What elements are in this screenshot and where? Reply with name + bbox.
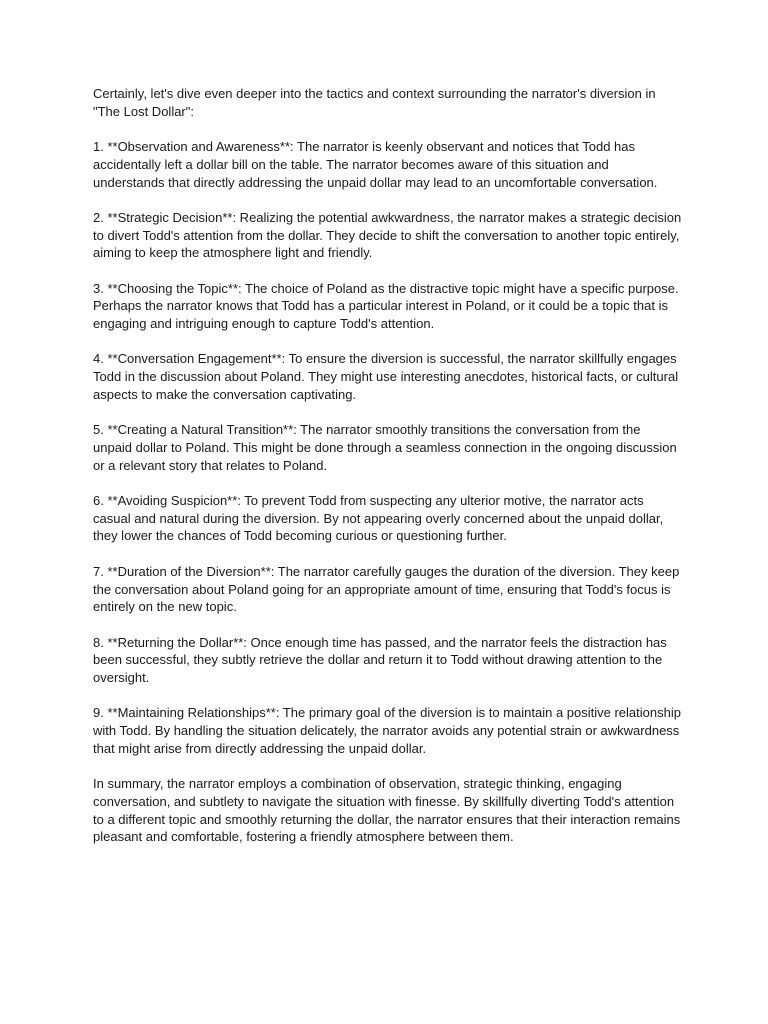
point-2-paragraph: 2. **Strategic Decision**: Realizing the potential awkwardness, the narrator makes a strategic decision to divert Todd's attention from the dollar. They decide to shift the conversation to another topic entirely, aiming to keep the atmosphere light and friendly. [93, 209, 682, 261]
point-4-paragraph: 4. **Conversation Engagement**: To ensure the diversion is successful, the narrator skillfully engages Todd in the discussion about Poland. They might use interesting anecdotes, historical facts, or cultural aspects to make the conversation captivating. [93, 351, 679, 402]
point-5-paragraph: 5. **Creating a Natural Transition**: The narrator smoothly transitions the conversation from the unpaid dollar to Poland. This might be done through a seamless connection in the ongoing discussion or a relevant story that relates to Poland. [93, 422, 677, 473]
point-1-paragraph: 1. **Observation and Awareness**: The narrator is keenly observant and notices that Todd has accidentally left a dollar bill on the table. The narrator becomes aware of this situation and understands that directly addressing the unpaid dollar may lead to an uncomfortable conversation. [93, 139, 658, 190]
point-3-paragraph: 3. **Choosing the Topic**: The choice of Poland as the distractive topic might have a specific purpose. Perhaps the narrator knows that Todd has a particular interest in Poland, or it could be a topic that is engaging and intriguing enough to capture Todd's attention. [93, 280, 679, 332]
intro-paragraph: Certainly, let's dive even deeper into the tactics and context surrounding the narrator's diversion in "The Lost Dollar": [93, 86, 656, 119]
point-7-paragraph: 7. **Duration of the Diversion**: The narrator carefully gauges the duration of the diversion. They keep the conversation about Poland going for an appropriate amount of time, ensuring that Todd's focus is entirely on the new topic. [93, 563, 680, 615]
point-8-paragraph: 8. **Returning the Dollar**: Once enough time has passed, and the narrator feels the distraction has been successful, they subtly retrieve the dollar and return it to Todd without drawing attention to the oversight. [93, 634, 667, 686]
point-6-paragraph: 6. **Avoiding Suspicion**: To prevent Todd from suspecting any ulterior motive, the narrator acts casual and natural during the diversion. By not appearing overly concerned about the unpaid dollar, they lower the chances of Todd becoming curious or questioning further. [93, 493, 664, 544]
document-page [93, 85, 683, 864]
point-9-paragraph: 9. **Maintaining Relationships**: The primary goal of the diversion is to maintain a positive relationship with Todd. By handling the situation delicately, the narrator avoids any potential strain or awkwardness that might arise from directly addressing the unpaid dollar. [93, 705, 681, 756]
summary-paragraph: In summary, the narrator employs a combination of observation, strategic thinking, engaging conversation, and subtlety to navigate the situation with finesse. By skillfully diverting Todd's attention to a different topic and smoothly returning the dollar, the narrator ensures that their interaction remains pleasant and comfortable, fostering a friendly atmosphere between them. [93, 776, 681, 845]
